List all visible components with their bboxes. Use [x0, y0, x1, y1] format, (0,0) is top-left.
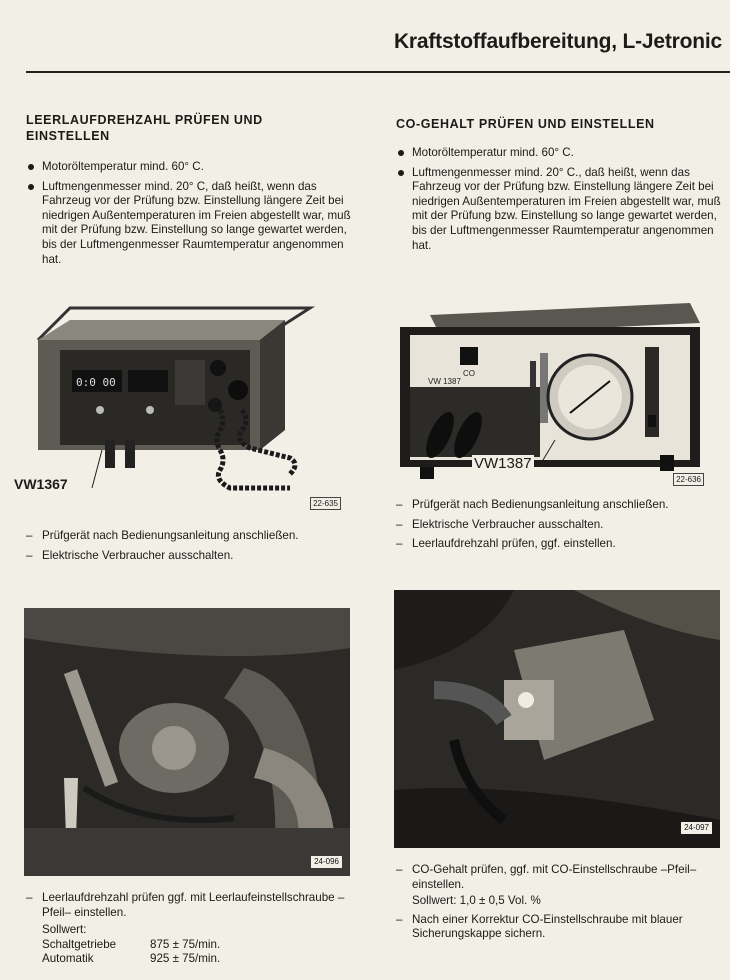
- right-section-title: CO-GEHALT PRÜFEN UND EINSTELLEN: [396, 117, 655, 131]
- list-item: – Leerlaufdrehzahl prüfen, ggf. einstellen.: [396, 537, 616, 551]
- bullet-icon: [398, 170, 404, 176]
- figure-co-adjust-photo: [394, 590, 720, 848]
- list-item: – Nach einer Korrektur CO-Einstellschraube mit blauer Sicherungskappe sichern.: [396, 912, 683, 941]
- list-item: Motoröltemperatur mind. 60° C.: [26, 160, 364, 175]
- bullet-icon: [398, 150, 404, 156]
- list-item: Luftmengenmesser mind. 20° C, daß heißt, wenn das Fahrzeug vor der Prüfung bzw. Einstellung längere Zeit bei niedrigen Außentemperaturen im Freien abgestellt war, muß mit der Prüfung bzw. Einstellung so lange gewartet werden, bis der Luftmengenmesser Raumtemperatur angenommen hat.: [26, 180, 364, 268]
- device-label-vw1367: VW1367: [14, 476, 68, 492]
- figure-number: 22-635: [310, 497, 341, 510]
- bullet-icon: [28, 184, 34, 190]
- figure-idle-adjust-photo: [24, 608, 350, 876]
- spec-list: [26, 938, 356, 967]
- left-steps-2: [26, 891, 356, 967]
- list-item: – CO-Gehalt prüfen, ggf. mit CO-Einstellschraube –Pfeil– einstellen.: [396, 863, 697, 891]
- left-steps-1: [26, 529, 356, 568]
- list-item: – Prüfgerät nach Bedienungsanleitung anschließen.: [396, 498, 669, 511]
- airflow-photo-illustration: [394, 590, 720, 848]
- left-title-line2: EINSTELLEN: [26, 129, 110, 143]
- right-bullet-list: [396, 146, 726, 258]
- list-item: Luftmengenmesser mind. 20° C., daß heißt, wenn das Fahrzeug vor der Prüfung bzw. Einstellung längere Zeit bei niedrigen Außentemperaturen im Freien abgestellt war, muß mit der Prüfung bzw. Einstellung so lange gewartet werden, bis der Luftmengenmesser Raumtemperatur angenommen hat.: [396, 166, 726, 254]
- left-section-title: [26, 112, 356, 144]
- spec-row: Schaltgetriebe 875 ± 75/min.: [42, 937, 221, 951]
- figure-number: 24-096: [311, 856, 342, 868]
- list-item: – Elektrische Verbraucher ausschalten.: [26, 548, 234, 562]
- figure-vw1367-tester: [10, 300, 345, 512]
- figure-vw1387-tester: [390, 295, 712, 495]
- device-label-vw1387: VW1387: [474, 455, 532, 472]
- page-title: Kraftstoffaufbereitung, L-Jetronic: [393, 30, 722, 53]
- engine-photo-illustration: [24, 608, 350, 876]
- figure-number: 24-097: [681, 822, 712, 834]
- list-item: – Prüfgerät nach Bedienungsanleitung anschließen.: [26, 529, 299, 542]
- spec-row: Automatik 925 ± 75/min.: [42, 952, 221, 966]
- figure-number: 22-636: [673, 473, 704, 486]
- co-tester-illustration: [390, 295, 712, 495]
- list-item: – Leerlaufdrehzahl prüfen ggf. mit Leerlaufeinstellschraube –Pfeil– einstellen.: [26, 891, 345, 919]
- tester-display-text: 0:0 00: [76, 376, 116, 389]
- bullet-icon: [28, 164, 34, 170]
- left-bullet-list: [26, 160, 364, 272]
- co-sollwert: Sollwert: 1,0 ± 0,5 Vol. %: [412, 894, 541, 908]
- sollwert-label: Sollwert:: [42, 923, 87, 937]
- left-title-line1: LEERLAUFDREHZAHL PRÜFEN UND: [26, 113, 263, 127]
- co-tester-small-label: VW 1387: [428, 377, 461, 386]
- co-display-label: CO: [463, 369, 475, 378]
- right-steps-1: [396, 498, 716, 557]
- header-rule: [26, 71, 730, 73]
- list-item: Motoröltemperatur mind. 60° C.: [396, 146, 726, 161]
- list-item: – Elektrische Verbraucher ausschalten.: [396, 517, 604, 531]
- right-steps-2: [396, 863, 714, 942]
